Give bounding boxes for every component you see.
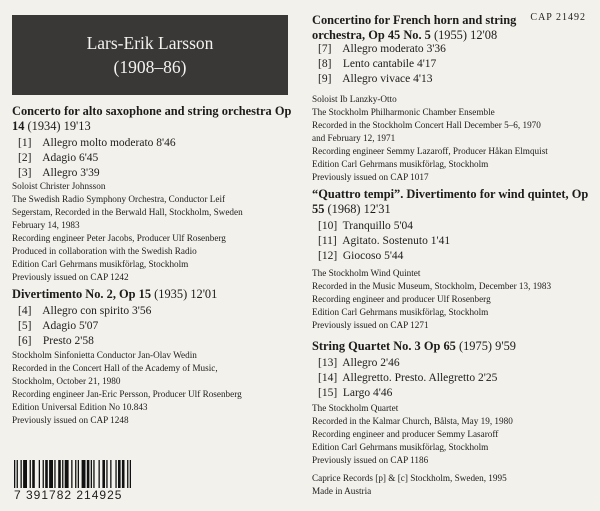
movement-row: [12] Giocoso 5'44	[318, 250, 404, 262]
work-title: Divertimento No. 2, Op 15	[12, 287, 152, 301]
work-string-quartet-3	[312, 339, 597, 401]
composer-title-box	[12, 15, 288, 95]
work-quattro-tempi	[312, 187, 597, 264]
work-horn-concertino	[312, 13, 522, 43]
made-in: Made in Austria	[312, 486, 372, 496]
barcode-digits: 7 391782 214925	[12, 488, 192, 502]
work-title: Concertino for French horn and string orchestra, Op 45 No. 5	[312, 13, 517, 42]
work-divertimento-2	[12, 287, 302, 349]
work-heading	[312, 13, 522, 43]
movement-row: [9] Allegro vivace 4'13	[318, 73, 433, 85]
movement-row: [13] Allegro 2'46	[318, 357, 400, 369]
label-copyright: Caprice Records [p] & [c] Stockholm, Sweden, 1995	[312, 473, 507, 483]
work-duration: 9'59	[495, 339, 516, 353]
work-duration: 12'01	[190, 287, 218, 301]
movement-row: [3] Allegro 3'39	[18, 167, 100, 179]
movement-row: [1] Allegro molto moderato 8'46	[18, 137, 176, 149]
label-footer	[312, 472, 597, 498]
work-title: String Quartet No. 3 Op 65	[312, 339, 456, 353]
work-duration: 19'13	[63, 119, 91, 133]
movement-list	[312, 42, 590, 87]
movement-row: [15] Largo 4'46	[318, 387, 393, 399]
movement-row: [14] Allegretto. Presto. Allegretto 2'25	[318, 372, 498, 384]
movement-row: [4] Allegro con spirito 3'56	[18, 305, 152, 317]
barcode-bars	[12, 460, 190, 490]
movement-row: [10] Tranquillo 5'04	[318, 220, 414, 232]
barcode	[12, 460, 190, 506]
movement-row: [6] Presto 2'58	[18, 335, 94, 347]
composer-years: (1908–86)	[113, 57, 187, 77]
movement-row: [11] Agitato. Sostenuto 1'41	[318, 235, 451, 247]
work-credits: Soloist Christer Johnsson The Swedish Radio Symphony Orchestra, Conductor Leif Segerstam, Recorded in the Berwald Hall, Stockholm, Sweden February 14, 1983 Recording engineer Peter Jacobs, Producer Ulf Rosenberg Produced in collaboration with the Swedish Radio Edition Carl Gehrmans musikförlag, Stockholm Previously issued on CAP 1242	[12, 181, 243, 282]
work-credits: Stockholm Sinfonietta Conductor Jan-Olav Wedin Recorded in the Concert Hall of the Academy of Music, Stockholm, October 21, 1980 Recording engineer Jan-Eric Persson, Producer Ulf Rosenberg Edition Universal Edition No 10.843 Previously issued on CAP 1248	[12, 350, 242, 425]
work-heading	[312, 339, 597, 354]
work-heading	[312, 187, 597, 217]
movement-row: [2] Adagio 6'45	[18, 152, 99, 164]
work-credits: Soloist Ib Lanzky-Otto The Stockholm Philharmonic Chamber Ensemble Recorded in the Stockholm Concert Hall December 5–6, 1970 and February 12, 1971 Recording engineer Semmy Lazaroff, Producer Håkan Elmquist Edition Carl Gehrmans musikförlag, Stockholm Previously issued on CAP 1017	[312, 94, 548, 182]
work-heading	[12, 287, 302, 302]
movement-row: [8] Lento cantabile 4'17	[318, 58, 437, 70]
work-year: (1955)	[433, 28, 468, 42]
work-title: Concerto for alto saxophone and string orchestra Op 14	[12, 104, 292, 133]
work-year: (1968)	[327, 202, 361, 216]
work-year: (1975)	[458, 339, 493, 353]
catalogue-number: CAP 21492	[530, 12, 586, 23]
work-title: “Quattro tempi”. Divertimento for wind quintet, Op 55	[312, 187, 589, 216]
work-year: (1935)	[154, 287, 188, 301]
work-year: (1934)	[27, 119, 61, 133]
work-credits: The Stockholm Quartet Recorded in the Kalmar Church, Bålsta, May 19, 1980 Recording engineer and producer Semmy Lasaroff Edition Carl Gehrmans musikförlag, Stockholm Previously issued on CAP 1186	[312, 403, 513, 465]
movement-row: [5] Adagio 5'07	[18, 320, 99, 332]
work-duration: 12'31	[363, 202, 391, 216]
work-heading	[12, 104, 302, 134]
work-duration: 12'08	[470, 28, 498, 42]
composer-name: Lars-Erik Larsson	[86, 33, 214, 53]
movement-row: [7] Allegro moderato 3'36	[318, 43, 446, 55]
work-credits: The Stockholm Wind Quintet Recorded in the Music Museum, Stockholm, December 13, 1983 Recording engineer and producer Ulf Rosenberg Edition Carl Gehrmans musikförlag, Stockholm Previously issued on CAP 1271	[312, 268, 552, 330]
work-saxophone-concerto	[12, 104, 302, 181]
